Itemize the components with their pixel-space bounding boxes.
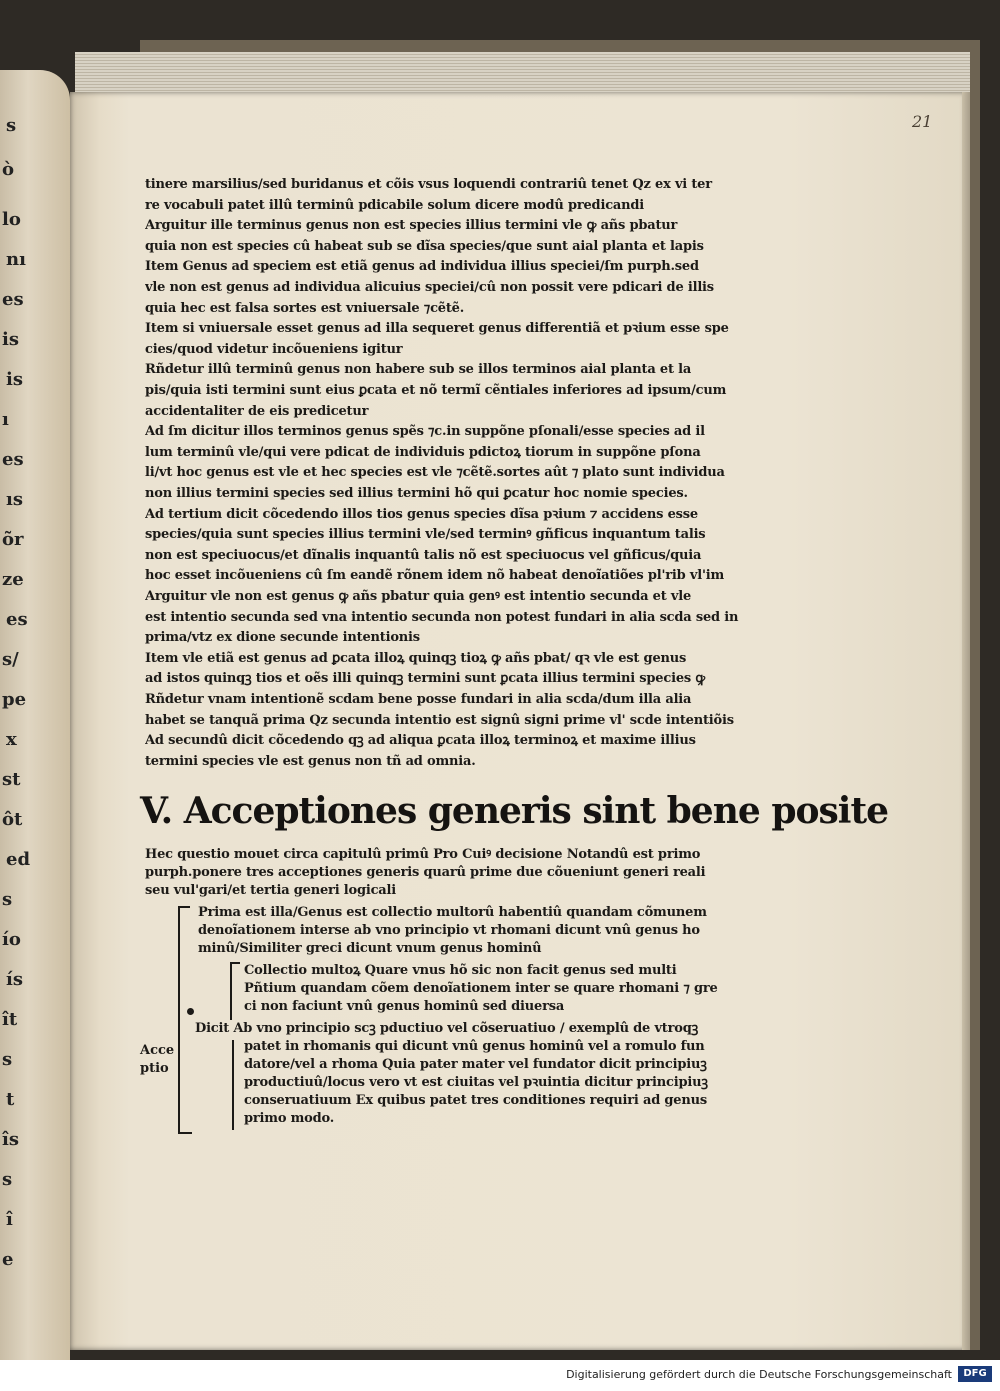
outline-line: patet in rhomanis qui dicunt vnû genus hominû vel a romulo fun bbox=[244, 1039, 705, 1054]
outline-subline: Collectio multoꝝ Quare vnus hõ sic non facit genus sed multi bbox=[244, 963, 677, 978]
text-line: Item Genus ad speciem est etiã genus ad individua illius speciei/ſm purph.sed bbox=[145, 259, 699, 275]
left-page-fragment: x bbox=[6, 729, 17, 750]
left-page-fragment: ío bbox=[2, 929, 21, 950]
left-page bbox=[0, 70, 70, 1360]
book-page-edges bbox=[75, 52, 970, 96]
main-brace-top bbox=[178, 906, 190, 908]
text-line: Ad secundû dicit cõcedendo qꝫ ad aliqua ꝑcata illoꝝ terminoꝝ et maxime illius bbox=[145, 733, 696, 749]
outline-line: conseruatiuum Ex quibus patet tres conditiones requiri ad genus bbox=[244, 1093, 708, 1108]
outline-subline: ci non faciunt vnû genus hominû sed diuersa bbox=[244, 999, 565, 1014]
left-page-fragment: ed bbox=[6, 849, 31, 870]
text-line: non est speciuocus/et dĩnalis inquantû talis nõ est speciuocus vel gñficus/quia bbox=[145, 547, 702, 563]
left-page-fragment: es bbox=[6, 609, 28, 630]
text-line: Hec questio mouet circa capitulû primû Pro Cuiꝰ decisione Notandû est primo bbox=[145, 847, 701, 862]
margin-label-ptio: ptio bbox=[140, 1061, 169, 1076]
text-line: accidentaliter de eis predicetur bbox=[145, 403, 369, 419]
left-page-fragment: nı bbox=[6, 249, 26, 270]
text-line: ad istos quinqꝫ tios et oẽs illi quinqꝫ termini sunt ꝑcata illius termini species ꝙ bbox=[145, 671, 705, 687]
text-line: prima/vtz ex dione secunde intentionis bbox=[145, 630, 420, 646]
text-line: re vocabuli patet illû terminû pdicabile solum dicere modû predicandi bbox=[145, 197, 645, 213]
outline-line: Prima est illa/Genus est collectio multorû habentiû quandam cõmunem bbox=[198, 905, 707, 920]
text-line: Rñdetur illû terminû genus non habere sub se illos terminos aial planta et la bbox=[145, 362, 692, 378]
left-page-fragment: s bbox=[2, 889, 13, 910]
left-page-fragment: t bbox=[6, 1089, 15, 1110]
margin-label-acce: Acce bbox=[140, 1043, 175, 1058]
text-line: Ad tertium dicit cõcedendo illos tios genus species dĩsa pꝛium ⁊ accidens esse bbox=[145, 506, 698, 522]
left-page-fragment: s bbox=[2, 1169, 13, 1190]
outline-line: Dicit Ab vno principio scꝫ pductiuo vel cõseruatiuo / exemplû de vtroqꝫ bbox=[195, 1021, 699, 1036]
left-page-fragment: s bbox=[2, 1049, 13, 1070]
text-line: termini species vle est genus non tñ ad omnia. bbox=[145, 753, 476, 769]
left-page-fragment: ôt bbox=[2, 809, 23, 830]
text-line: tinere marsilius/sed buridanus et cõis vsus loquendi contrariû tenet Qz ex vi ter bbox=[145, 177, 712, 192]
left-page-fragment: lo bbox=[2, 209, 21, 230]
main-brace-bottom bbox=[178, 1132, 192, 1134]
text-line: seu vul'gari/et tertia generi logicali bbox=[145, 883, 397, 898]
section-heading: V. Acceptiones generis sint bene posite bbox=[140, 790, 888, 832]
text-line: Rñdetur vnam intentionẽ scdam bene posse fundari in alia scda/dum illa alia bbox=[145, 692, 692, 707]
folio-number: 21 bbox=[912, 112, 933, 131]
text-line: Item si vniuersale esset genus ad illa sequeret genus differentiã et pꝛium esse spe bbox=[145, 321, 729, 337]
left-page-fragment: e bbox=[2, 1249, 14, 1270]
sub-brace-top bbox=[230, 962, 240, 964]
outline-line: minû/Similiter greci dicunt vnum genus hominû bbox=[198, 941, 542, 956]
text-line: Item vle etiã est genus ad ꝑcata illoꝝ quinqꝫ tioꝝ ꝙ añs pbat/ qꝛ vle est genus bbox=[145, 650, 687, 666]
left-page-fragment: ò bbox=[2, 159, 15, 180]
item2-brace bbox=[232, 1040, 234, 1130]
left-page-fragment: îs bbox=[2, 1129, 19, 1150]
left-page-fragment: es bbox=[2, 289, 24, 310]
text-line: habet se tanquã prima Qz secunda intentio est signû signi prime vl' scde intentiõis bbox=[145, 712, 734, 728]
text-line: Ad ſm dicitur illos terminos genus spẽs ⁊c.in suppõne pſonali/esse species ad il bbox=[145, 424, 705, 440]
left-page-fragment: is bbox=[2, 329, 19, 350]
text-line: li/vt hoc genus est vle et hec species est vle ⁊cẽtẽ.sortes aût ⁊ plato sunt individua bbox=[145, 465, 725, 481]
right-page-edge bbox=[962, 92, 970, 1350]
main-brace bbox=[178, 906, 180, 1134]
text-line: hoc esset incõueniens cû ſm eandẽ rõnem idem nõ habeat denoĩatiões pl'rib vl'im bbox=[145, 568, 725, 584]
text-line: est intentio secunda sed vna intentio secunda non potest fundari in alia scda sed in bbox=[145, 609, 739, 625]
outline-subline: Pñtium quandam cõem denoĩationem inter se quare rhomani ⁊ gre bbox=[244, 981, 718, 996]
footer-credit: Digitalisierung gefördert durch die Deutsche Forschungsgemeinschaft bbox=[566, 1368, 952, 1381]
outline-line: productiuû/locus vero vt est ciuitas vel pꝛuintia dicitur principiuꝫ bbox=[244, 1075, 708, 1090]
outline-line: datore/vel a rhoma Quia pater mater vel fundator dicit principiuꝫ bbox=[244, 1057, 707, 1072]
outline-bullet bbox=[187, 1008, 194, 1015]
text-line: pis/quia isti termini sunt eius ꝑcata et nõ termĩ cẽntiales inferiores ad ipsum/cum bbox=[145, 383, 727, 398]
text-line: non illius termini species sed illius termini hõ qui ꝑcatur hoc nomie species. bbox=[145, 486, 688, 501]
text-line: quia hec est falsa sortes est vniuersale ⁊cẽtẽ. bbox=[145, 300, 465, 316]
left-page-fragment: ze bbox=[2, 569, 24, 590]
left-page-fragment: î bbox=[6, 1209, 13, 1230]
left-page-fragment: is bbox=[6, 369, 23, 390]
dfg-logo: DFG bbox=[958, 1366, 992, 1382]
text-line: cies/quod videtur incõueniens igitur bbox=[145, 341, 403, 357]
left-page-fragment: s/ bbox=[2, 649, 19, 670]
outline-line: primo modo. bbox=[244, 1111, 335, 1126]
text-line: purph.ponere tres acceptiones generis quarû prime due cõueniunt generi reali bbox=[145, 865, 706, 880]
left-page-fragment: ıs bbox=[6, 489, 23, 510]
outline-line: denoĩationem interse ab vno principio vt rhomani dicunt vnû genus ho bbox=[198, 923, 700, 938]
text-line: species/quia sunt species illius termini vle/sed terminꝰ gñficus inquantum talis bbox=[145, 527, 706, 543]
text-line: lum terminû vle/qui vere pdicat de individuis pdictoꝝ tiorum in suppõne pſona bbox=[145, 444, 701, 460]
sub-brace bbox=[230, 962, 232, 1020]
left-page-fragment: st bbox=[2, 769, 21, 790]
text-line: Arguitur vle non est genus ꝙ añs pbatur quia genꝰ est intentio secunda et vle bbox=[145, 589, 692, 604]
footer-bar bbox=[0, 1360, 1000, 1391]
text-line: quia non est species cû habeat sub se dĩsa species/que sunt aial planta et lapis bbox=[145, 238, 704, 254]
left-page-fragment: pe bbox=[2, 689, 27, 710]
left-page-fragment: s bbox=[6, 115, 17, 136]
left-page-fragment: ı bbox=[2, 409, 9, 430]
left-page-fragment: es bbox=[2, 449, 24, 470]
left-page-fragment: õr bbox=[2, 529, 24, 550]
left-page-fragment: ís bbox=[6, 969, 23, 990]
left-page-fragment: ît bbox=[2, 1009, 18, 1030]
text-line: Arguitur ille terminus genus non est species illius termini vle ꝙ añs pbatur bbox=[145, 218, 678, 234]
text-line: vle non est genus ad individua alicuius speciei/cû non possit vere pdicari de illis bbox=[145, 280, 714, 295]
